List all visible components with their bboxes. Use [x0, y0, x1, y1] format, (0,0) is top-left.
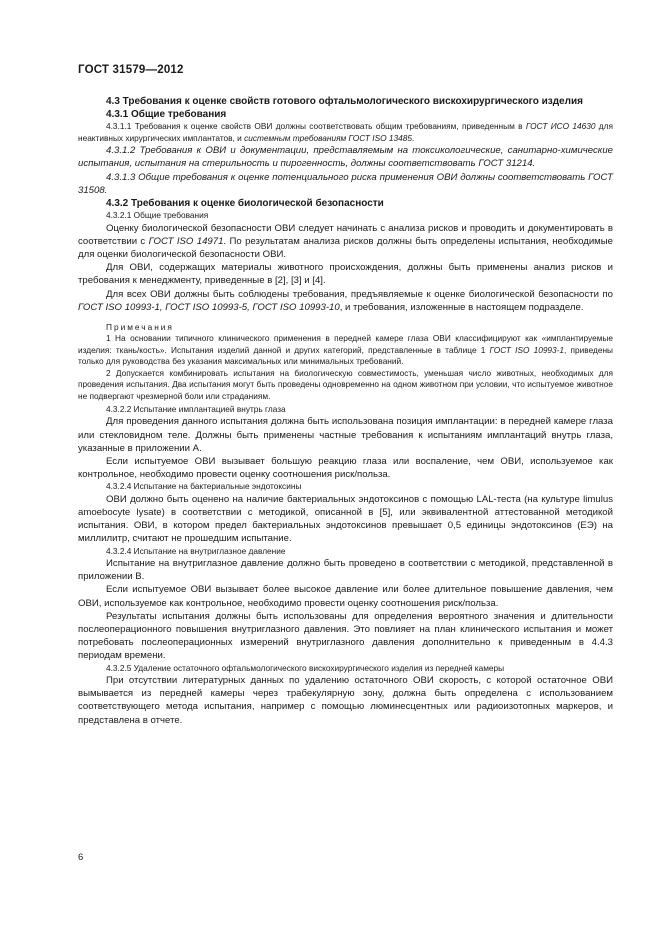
text-segment: Испытание на внутриглазное давление должно быть проведено в соответствии с методикой, представленной в приложении В.: [78, 557, 613, 583]
paragraph-p6: [78, 493, 613, 546]
text-segment: 4.3.1 Общие требования: [106, 109, 227, 121]
paragraph-n2: [78, 368, 613, 402]
text-segment: ГОСТ ISO 14971: [148, 235, 224, 247]
paragraph-h43: [78, 95, 613, 108]
paragraph-s4325: [78, 663, 613, 674]
text-segment: Если испытуемое ОВИ вызывает более высокое давление или более длительное повышение давления, чем ОВИ, используемое как контрольное, необходимо провести оценку соотношения риск/польза.: [78, 584, 613, 609]
paragraph-p3: [78, 288, 613, 314]
text-segment: 4.3.2.4 Испытание на бактериальные эндотоксины: [106, 481, 302, 492]
paragraph-p7: [78, 557, 613, 583]
text-segment: Для проведения данного испытания должна быть использована позиция имплантации: в передней камере глаза или стекловидном теле. Должны быть применены частные требования к испытаниям имплантаций внутрь глаза, указанные в приложении А.: [78, 416, 613, 454]
standard-header: ГОСТ 31579—2012: [78, 64, 184, 76]
text-segment: Если испытуемое ОВИ вызывает большую реакцию глаза или воспаление, чем ОВИ, используемое как контрольное, необходимо провести оценку соотношения риск/польза.: [78, 455, 613, 481]
paragraph-p4313: [78, 171, 613, 197]
text-segment: ОВИ должно быть оценено на наличие бактериальных эндотоксинов с помощью LAL-теста (на культуре limulus amoebocyte lysate) в соответствии с методикой, описанной в [5], или эквивалентной аттестованной методикой испытания. ОВИ, в котором предел бактериальных эндотоксинов превышает 0,5 единицы эндотоксинов (ЕЭ) на миллилитр, считают не прошедшим испытание.: [78, 493, 613, 545]
text-segment: 4.3.1.3 Общие требования к оценке потенциального риска применения ОВИ должны соответствовать ГОСТ 31508.: [78, 171, 613, 196]
text-segment: ГОСТ ISO 10993-1, ГОСТ ISO 10993-5, ГОСТ ISO 10993-10: [78, 301, 340, 313]
text-segment: ГОСТ ISO 10993-1: [489, 344, 565, 355]
paragraph-p4312: [78, 144, 613, 170]
paragraph-h432: [78, 197, 613, 210]
text-segment: системным требованиям ГОСТ ISO 13485: [244, 132, 412, 143]
paragraph-s4324b: [78, 546, 613, 557]
text-segment: .: [411, 132, 415, 143]
text-segment: Оценку биологической безопасности ОВИ следует начинать с анализа рисков и проводить и документировать в соответствии с: [78, 222, 613, 247]
text-segment: , приведены только для руководства без указания максимальных или минимальных требований.: [78, 344, 613, 367]
text-segment: 4.3.2.4 Испытание на внутриглазное давление: [106, 545, 286, 556]
text-segment: Результаты испытания должны быть использованы для определения вероятного значения и длительности послеоперационного повышения внутриглазного давления. Это повлияет на план клинического испытания и может потребовать послеоперационных измерений внутриглазного давления дополнительно к приведенным в 4.4.3 периодам времени.: [78, 610, 613, 662]
document-body: [78, 95, 613, 727]
text-segment: 4.3.2.2 Испытание имплантацией внутрь глаза: [106, 403, 286, 414]
text-segment: 2 Допускается комбинировать испытания на биологическую совместимость, уменьшая число животных, необходимых для проведения испытания. Два испытания могут быть проведены одновременно на одном животном при условии, что испытуемое животное не подвергают чрезмерной боли или страданиям.: [78, 367, 613, 401]
paragraph-p4311: [78, 121, 613, 144]
text-segment: 1 На основании типичного клинического применения в передней камере глаза ОВИ классифицируют как «имплантируемые изделия: ткань/кость». Испытания изделий данной и других категорий, представленные в таблице 1: [78, 333, 613, 355]
text-segment: , и требования, изложенные в настоящем подразделе.: [339, 301, 584, 313]
page-number: 6: [78, 852, 84, 863]
paragraph-s4321: [78, 210, 613, 221]
text-segment: 4.3.2.5 Удаление остаточного офтальмологического вискохирургического изделия из передней камеры: [106, 662, 505, 673]
text-segment: 4.3.1.1 Требования к оценке свойств ОВИ должны соответствовать общим требованиям, приведенным в: [106, 121, 526, 132]
text-segment: 4.3.2 Требования к оценке биологической безопасности: [106, 198, 384, 210]
text-segment: Для всех ОВИ должны быть соблюдены требования, предъявляемые к оценке биологической безопасности по: [106, 288, 613, 300]
text-segment: 4.3.2.1 Общие требования: [106, 210, 209, 221]
paragraph-p8: [78, 583, 613, 609]
text-segment: . По результатам анализа рисков должны быть определены испытания, необходимые для оценки биологической безопасности ОВИ.: [78, 235, 613, 261]
text-segment: Для ОВИ, содержащих материалы животного происхождения, должны быть применены анализ рисков и требования к менеджменту, приведенные в [2], [3] и [4].: [78, 262, 613, 287]
text-segment: для неактивных хирургических имплантатов, и: [78, 121, 613, 143]
paragraph-p4: [78, 415, 613, 455]
text-segment: 4.3 Требования к оценке свойств готового офтальмологического вискохирургического изделия: [106, 96, 583, 107]
text-segment: При отсутствии литературных данных по удалению остаточного ОВИ скорость, с которой остаточное ОВИ вымывается из передней камеры через трабекулярную зону, должна быть определена с использованием соответствующего метода испытания, например с помощью люминесцентных или радиоизотопных маркеров, и представлена в отчете.: [78, 674, 613, 726]
paragraph-n1: [78, 333, 613, 367]
text-segment: 4.3.1.2 Требования к ОВИ и документации, представляемым на токсикологические, санитарно-химические испытания, испытания на стерильность и пирогенность, должны соответствовать ГОСТ 31214.: [78, 145, 613, 170]
paragraph-p10: [78, 674, 613, 727]
text-segment: ГОСТ ИСО 14630: [525, 121, 596, 132]
paragraph-s4324a: [78, 481, 613, 492]
paragraph-p9: [78, 610, 613, 663]
paragraph-p5: [78, 455, 613, 481]
paragraph-notes: [78, 322, 613, 333]
paragraph-s4322: [78, 404, 613, 415]
paragraph-h431: [78, 108, 613, 121]
paragraph-p1: [78, 222, 613, 262]
text-segment: Примечания: [106, 322, 174, 333]
paragraph-p2: [78, 261, 613, 287]
